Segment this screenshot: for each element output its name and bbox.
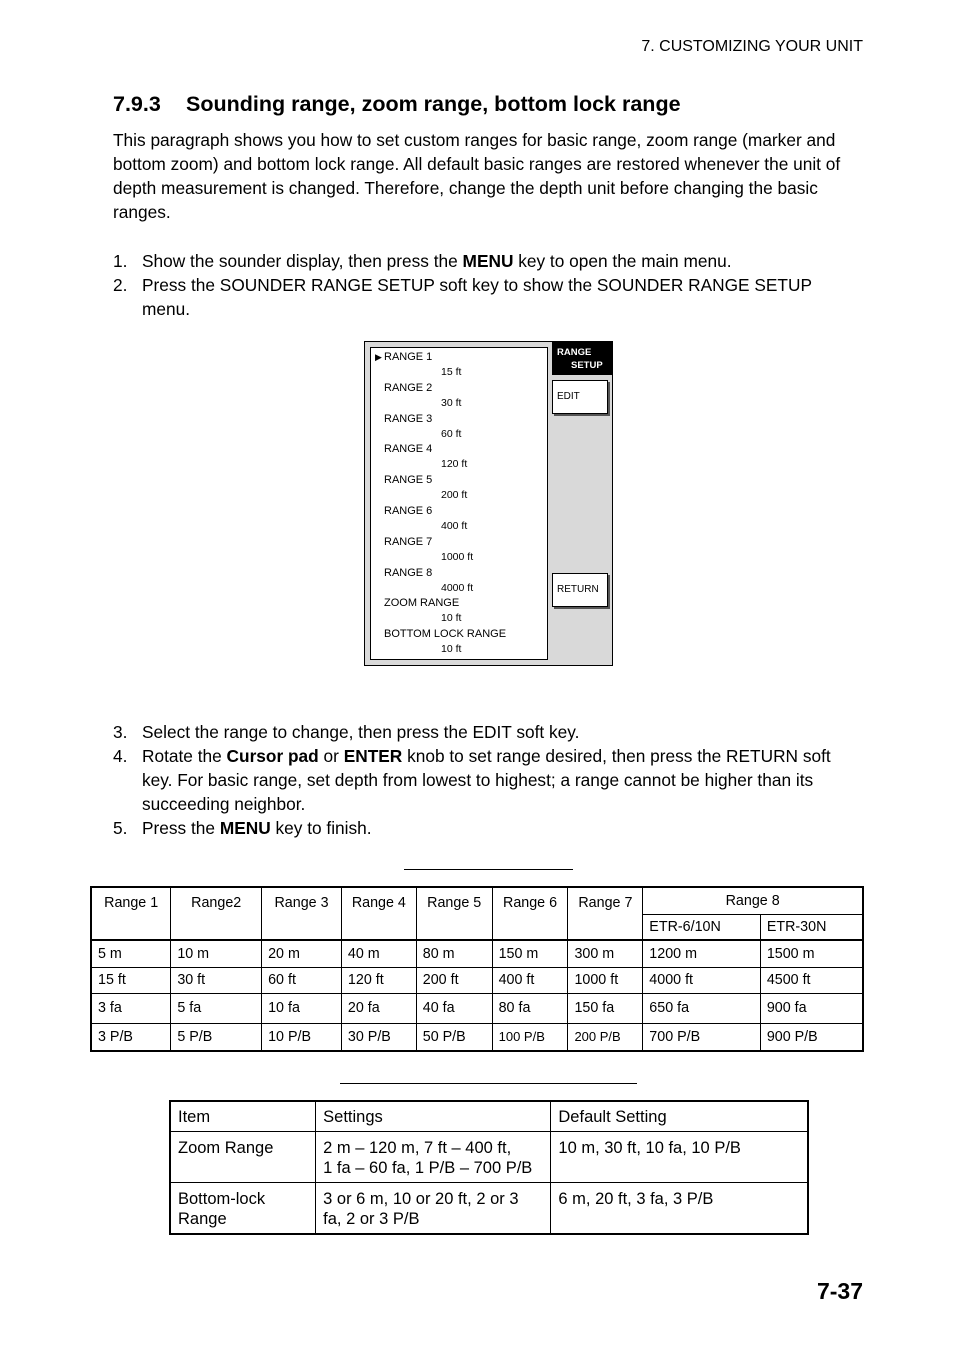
col-header: Range 4 <box>341 887 416 940</box>
col-header: Settings <box>316 1101 551 1132</box>
step-4: 4. Rotate the Cursor pad or ENTER knob to set range desired, then press the RETURN soft key. For basic range, set depth from lowest to highest; a range cannot be higher than its succeeding neighbor. <box>113 746 831 814</box>
col-header: Range 6 <box>492 887 568 940</box>
intro-paragraph: This paragraph shows you how to set custom ranges for basic range, zoom range (marker and bottom zoom) and bottom lock range. All default basic ranges are restored whenever the unit of depth measurement is changed. Therefore, change the depth unit before changing the basic ranges. <box>113 130 841 222</box>
settings-table <box>169 1100 809 1235</box>
settings-table-header <box>170 1101 808 1132</box>
range-table-header <box>91 887 863 914</box>
table-row: 5 m 10 m 20 m 40 m 80 m 150 m 300 m 1200 m 1500 m <box>91 940 863 967</box>
col-header: Range2 <box>171 887 262 940</box>
edit-soft-key[interactable]: EDIT <box>552 380 608 414</box>
menu-list: ▶ RANGE 1 15 ft RANGE 2 30 ft RANGE 3 60 ft RANGE 4 120 ft RANGE 5 200 ft RANGE 6 400 ft RANGE 7 1000 ft RANGE 8 4000 ft ZOOM RANGE 10 ft BOTTOM LOCK RANGE 10 ft <box>370 347 548 660</box>
step-5: 5. Press the MENU key to finish. <box>113 818 372 838</box>
section-title <box>113 92 681 117</box>
page-number: 7-37 <box>816 1278 863 1304</box>
table-row: Zoom Range 2 m – 120 m, 7 ft – 400 ft, 1 fa – 60 fa, 1 P/B – 700 P/B 10 m, 30 ft, 10 fa, 10 P/B <box>170 1132 808 1183</box>
table-caption-rule <box>340 1083 637 1084</box>
range-setup-title: RANGE SETUP <box>552 342 613 375</box>
col-subheader: ETR-6/10N <box>643 914 761 940</box>
return-soft-key[interactable]: RETURN <box>552 573 608 607</box>
section-number: 7.9.3 <box>113 92 161 116</box>
table-row: 3 P/B 5 P/B 10 P/B 30 P/B 50 P/B 100 P/B 200 P/B 700 P/B 900 P/B <box>91 1023 863 1051</box>
table-caption-rule <box>404 869 573 870</box>
col-subheader: ETR-30N <box>760 914 863 940</box>
step-3: 3. Select the range to change, then press the EDIT soft key. <box>113 722 580 742</box>
steps-list-a <box>113 249 863 321</box>
col-header: Range 7 <box>568 887 643 940</box>
table-row: Bottom-lock Range 3 or 6 m, 10 or 20 ft, 2 or 3 fa, 2 or 3 P/B 6 m, 20 ft, 3 fa, 3 P/B <box>170 1183 808 1235</box>
col-header: Item <box>170 1101 316 1132</box>
cursor-arrow-icon: ▶ <box>375 352 382 362</box>
chapter-header: 7. CUSTOMIZING YOUR UNIT <box>641 38 863 55</box>
range-setup-menu <box>364 341 613 666</box>
col-header: Range 3 <box>262 887 342 940</box>
col-header: Range 8 <box>643 887 863 914</box>
section-title-text: Sounding range, zoom range, bottom lock range <box>186 92 681 116</box>
range-table <box>90 886 864 1052</box>
table-row: 3 fa 5 fa 10 fa 20 fa 40 fa 80 fa 150 fa 650 fa 900 fa <box>91 993 863 1023</box>
col-header: Default Setting <box>551 1101 808 1132</box>
col-header: Range 1 <box>91 887 171 940</box>
steps-list-b <box>113 720 863 840</box>
step-1: 1. Show the sounder display, then press the MENU key to open the main menu. <box>113 251 732 271</box>
table-row: 15 ft 30 ft 60 ft 120 ft 200 ft 400 ft 1000 ft 4000 ft 4500 ft <box>91 967 863 993</box>
step-2: 2. Press the SOUNDER RANGE SETUP soft key to show the SOUNDER RANGE SETUP menu. <box>113 275 812 319</box>
col-header: Range 5 <box>416 887 492 940</box>
